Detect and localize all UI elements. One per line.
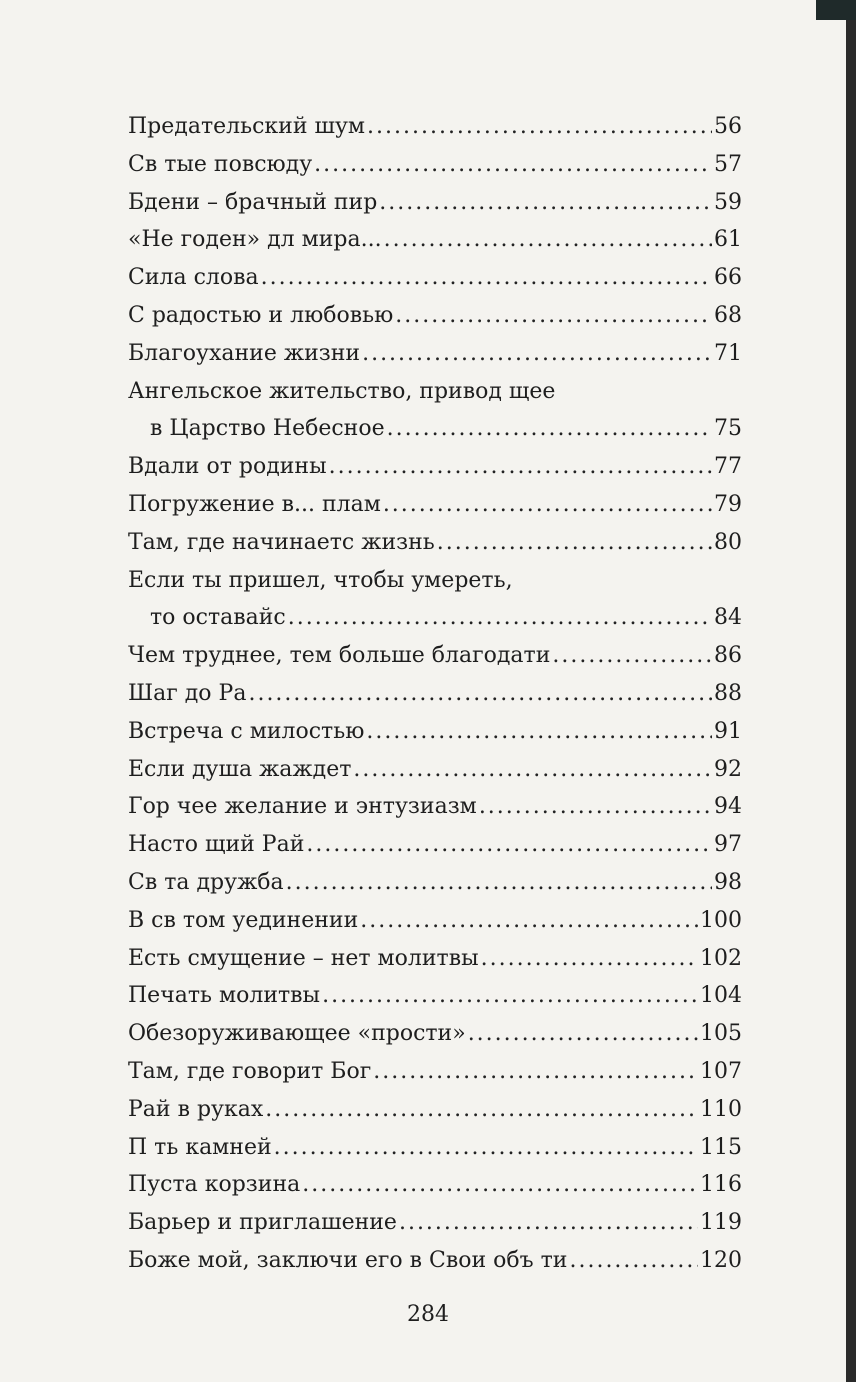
toc-entry bbox=[128, 1166, 742, 1204]
dot-leader bbox=[248, 675, 712, 713]
toc-entry-title: Гор чее желание и энтузиазм bbox=[128, 794, 477, 820]
toc-entry-page: 86 bbox=[714, 643, 742, 669]
toc-entry-row bbox=[128, 259, 742, 297]
toc-entry-title: то оставайс bbox=[150, 605, 286, 631]
toc-entry-row bbox=[128, 637, 742, 675]
toc-entry-page: 115 bbox=[700, 1134, 742, 1160]
toc-entry bbox=[128, 826, 742, 864]
toc-entry bbox=[128, 940, 742, 978]
toc-entry-page: 116 bbox=[700, 1172, 742, 1198]
toc-entry bbox=[128, 788, 742, 826]
toc-entry-title: Там, где говорит Бог bbox=[128, 1058, 372, 1084]
toc-entry-row bbox=[128, 826, 742, 864]
dot-leader bbox=[373, 1053, 698, 1091]
toc-entry bbox=[128, 259, 742, 297]
toc-entry-row bbox=[128, 1053, 742, 1091]
toc-entry-row bbox=[128, 902, 742, 940]
toc-entry-title: Благоухание жизни bbox=[128, 340, 361, 366]
toc-entry-row bbox=[128, 713, 742, 751]
toc-entry bbox=[128, 1129, 742, 1167]
toc-entry-title: Насто щий Рай bbox=[128, 832, 305, 858]
toc-entry-page: 91 bbox=[714, 718, 742, 744]
toc-entry-page: 66 bbox=[714, 265, 742, 291]
toc-entry-row bbox=[128, 1015, 742, 1053]
toc-entry-title: Погружение в... плам bbox=[128, 491, 381, 517]
toc-entry-page: 56 bbox=[714, 114, 742, 139]
toc-entry-page: 105 bbox=[700, 1021, 742, 1047]
toc-entry-title: Там, где начинаетс жизнь bbox=[128, 529, 435, 555]
toc-entry bbox=[128, 713, 742, 751]
toc-entry-page: 59 bbox=[714, 189, 742, 215]
dot-leader bbox=[366, 713, 712, 751]
toc-entry-title: Если душа жаждет bbox=[128, 756, 352, 782]
toc-entry-page: 98 bbox=[714, 869, 742, 895]
toc-entry-page: 97 bbox=[714, 832, 742, 858]
toc-entry-title: Бдени – брачный пир bbox=[128, 189, 378, 215]
toc-entry bbox=[128, 297, 742, 335]
toc-entry-page: 107 bbox=[700, 1058, 742, 1084]
toc-entry-row bbox=[128, 864, 742, 902]
toc-entry bbox=[128, 335, 742, 373]
toc-entry-title: Встреча с милостью bbox=[128, 718, 365, 744]
toc-entry-title: в Царство Небесное bbox=[150, 416, 385, 442]
toc-entry-title: В св том уединении bbox=[128, 907, 359, 933]
toc-entry bbox=[128, 146, 742, 184]
dot-leader bbox=[288, 599, 712, 637]
toc-entry-row bbox=[128, 410, 742, 448]
toc-entry-title: Предательский шум bbox=[128, 114, 365, 139]
toc-entry-title: «Не годен» дл мира... bbox=[128, 227, 382, 253]
dot-leader bbox=[360, 902, 698, 940]
toc-entry-page: 120 bbox=[700, 1247, 742, 1273]
toc-entry-page: 80 bbox=[714, 529, 742, 555]
toc-entry-row bbox=[128, 599, 742, 637]
dot-leader bbox=[314, 146, 712, 184]
toc-entry bbox=[128, 1015, 742, 1053]
table-of-contents bbox=[128, 108, 742, 1280]
toc-entry-page: 92 bbox=[714, 756, 742, 782]
toc-entry bbox=[128, 108, 742, 146]
dot-leader bbox=[306, 826, 712, 864]
toc-entry-row bbox=[128, 184, 742, 222]
dot-leader bbox=[479, 788, 712, 826]
toc-entry-page: 77 bbox=[714, 454, 742, 480]
toc-entry-row bbox=[128, 751, 742, 789]
toc-entry-title: Есть смущение – нет молитвы bbox=[128, 945, 479, 971]
toc-entry bbox=[128, 448, 742, 486]
toc-entry-row bbox=[128, 146, 742, 184]
toc-entry-page: 119 bbox=[700, 1210, 742, 1236]
dot-leader bbox=[379, 184, 712, 222]
dot-leader bbox=[383, 486, 712, 524]
toc-entry-title: Барьер и приглашение bbox=[128, 1210, 397, 1236]
toc-entry-title: Чем труднее, тем больше благодати bbox=[128, 643, 551, 669]
dot-leader bbox=[329, 448, 712, 486]
toc-entry bbox=[128, 864, 742, 902]
toc-entry-row bbox=[128, 1204, 742, 1242]
toc-entry-page: 71 bbox=[714, 340, 742, 366]
toc-entry bbox=[128, 1091, 742, 1129]
dot-leader bbox=[274, 1129, 698, 1167]
dot-leader bbox=[384, 221, 712, 259]
dot-leader bbox=[399, 1204, 698, 1242]
toc-entry-page: 75 bbox=[714, 416, 742, 442]
toc-entry-page: 84 bbox=[714, 605, 742, 631]
dot-leader bbox=[265, 1091, 698, 1129]
toc-entry-row bbox=[128, 1166, 742, 1204]
dot-leader bbox=[261, 259, 712, 297]
toc-entry-page: 100 bbox=[700, 907, 742, 933]
toc-entry-page: 102 bbox=[700, 945, 742, 971]
dot-leader bbox=[468, 1015, 698, 1053]
toc-entry bbox=[128, 486, 742, 524]
toc-entry-title: Шаг до Ра bbox=[128, 680, 247, 706]
dot-leader bbox=[367, 108, 712, 146]
toc-entry-page: 57 bbox=[714, 151, 742, 177]
toc-entry-row bbox=[128, 977, 742, 1015]
toc-entry-row bbox=[128, 297, 742, 335]
toc-entry-page: 79 bbox=[714, 491, 742, 517]
dot-leader bbox=[481, 940, 698, 978]
toc-entry-title-line1: Если ты пришел, чтобы умереть, bbox=[128, 567, 513, 593]
toc-entry-row bbox=[128, 448, 742, 486]
dot-leader bbox=[569, 1242, 698, 1280]
toc-entry-row bbox=[128, 108, 742, 146]
toc-entry bbox=[128, 184, 742, 222]
toc-entry-row bbox=[128, 1129, 742, 1167]
dot-leader bbox=[387, 410, 712, 448]
dot-leader bbox=[552, 637, 712, 675]
toc-entry-title: Печать молитвы bbox=[128, 983, 321, 1009]
toc-entry-row bbox=[128, 221, 742, 259]
dot-leader bbox=[395, 297, 712, 335]
toc-entry-row bbox=[128, 940, 742, 978]
toc-entry-page: 110 bbox=[700, 1096, 742, 1122]
dot-leader bbox=[437, 524, 712, 562]
toc-entry bbox=[128, 524, 742, 562]
page-number: 284 bbox=[407, 1302, 449, 1327]
toc-entry-title: Вдали от родины bbox=[128, 454, 327, 480]
toc-entry-title: Обезоруживающее «прости» bbox=[128, 1021, 466, 1047]
dot-leader bbox=[353, 751, 712, 789]
toc-entry bbox=[128, 751, 742, 789]
dot-leader bbox=[322, 977, 698, 1015]
toc-entry-row bbox=[128, 1242, 742, 1280]
toc-entry-title: С радостью и любовью bbox=[128, 302, 394, 328]
toc-entry-row bbox=[128, 1091, 742, 1129]
toc-entry bbox=[128, 637, 742, 675]
toc-entry-row bbox=[128, 675, 742, 713]
toc-entry-title: Св та дружба bbox=[128, 869, 284, 895]
toc-entry bbox=[128, 1204, 742, 1242]
toc-entry-title: Сила слова bbox=[128, 265, 259, 291]
dot-leader bbox=[362, 335, 712, 373]
page-corner-background bbox=[816, 0, 856, 20]
toc-entry-row bbox=[128, 788, 742, 826]
toc-entry bbox=[128, 562, 742, 638]
toc-entry-title-line1: Ангельское жительство, привод щее bbox=[128, 378, 556, 404]
toc-entry bbox=[128, 221, 742, 259]
dot-leader bbox=[286, 864, 712, 902]
toc-entry bbox=[128, 1053, 742, 1091]
toc-entry bbox=[128, 1242, 742, 1280]
toc-entry-row bbox=[128, 524, 742, 562]
toc-entry-row bbox=[128, 335, 742, 373]
toc-entry-page: 88 bbox=[714, 680, 742, 706]
toc-entry-page: 68 bbox=[714, 302, 742, 328]
toc-entry-title: Пуста корзина bbox=[128, 1172, 301, 1198]
toc-entry bbox=[128, 373, 742, 449]
toc-entry-page: 104 bbox=[700, 983, 742, 1009]
toc-entry-title: Св тые повсюду bbox=[128, 151, 313, 177]
toc-entry-page: 94 bbox=[714, 794, 742, 820]
dot-leader bbox=[302, 1166, 698, 1204]
toc-entry-row bbox=[128, 486, 742, 524]
toc-entry-title: П ть камней bbox=[128, 1134, 272, 1160]
toc-entry bbox=[128, 675, 742, 713]
toc-entry-title: Рай в руках bbox=[128, 1096, 264, 1122]
toc-entry-title: Боже мой, заключи его в Свои объ ти bbox=[128, 1247, 568, 1273]
toc-entry bbox=[128, 977, 742, 1015]
toc-entry-page: 61 bbox=[714, 227, 742, 253]
toc-entry bbox=[128, 902, 742, 940]
